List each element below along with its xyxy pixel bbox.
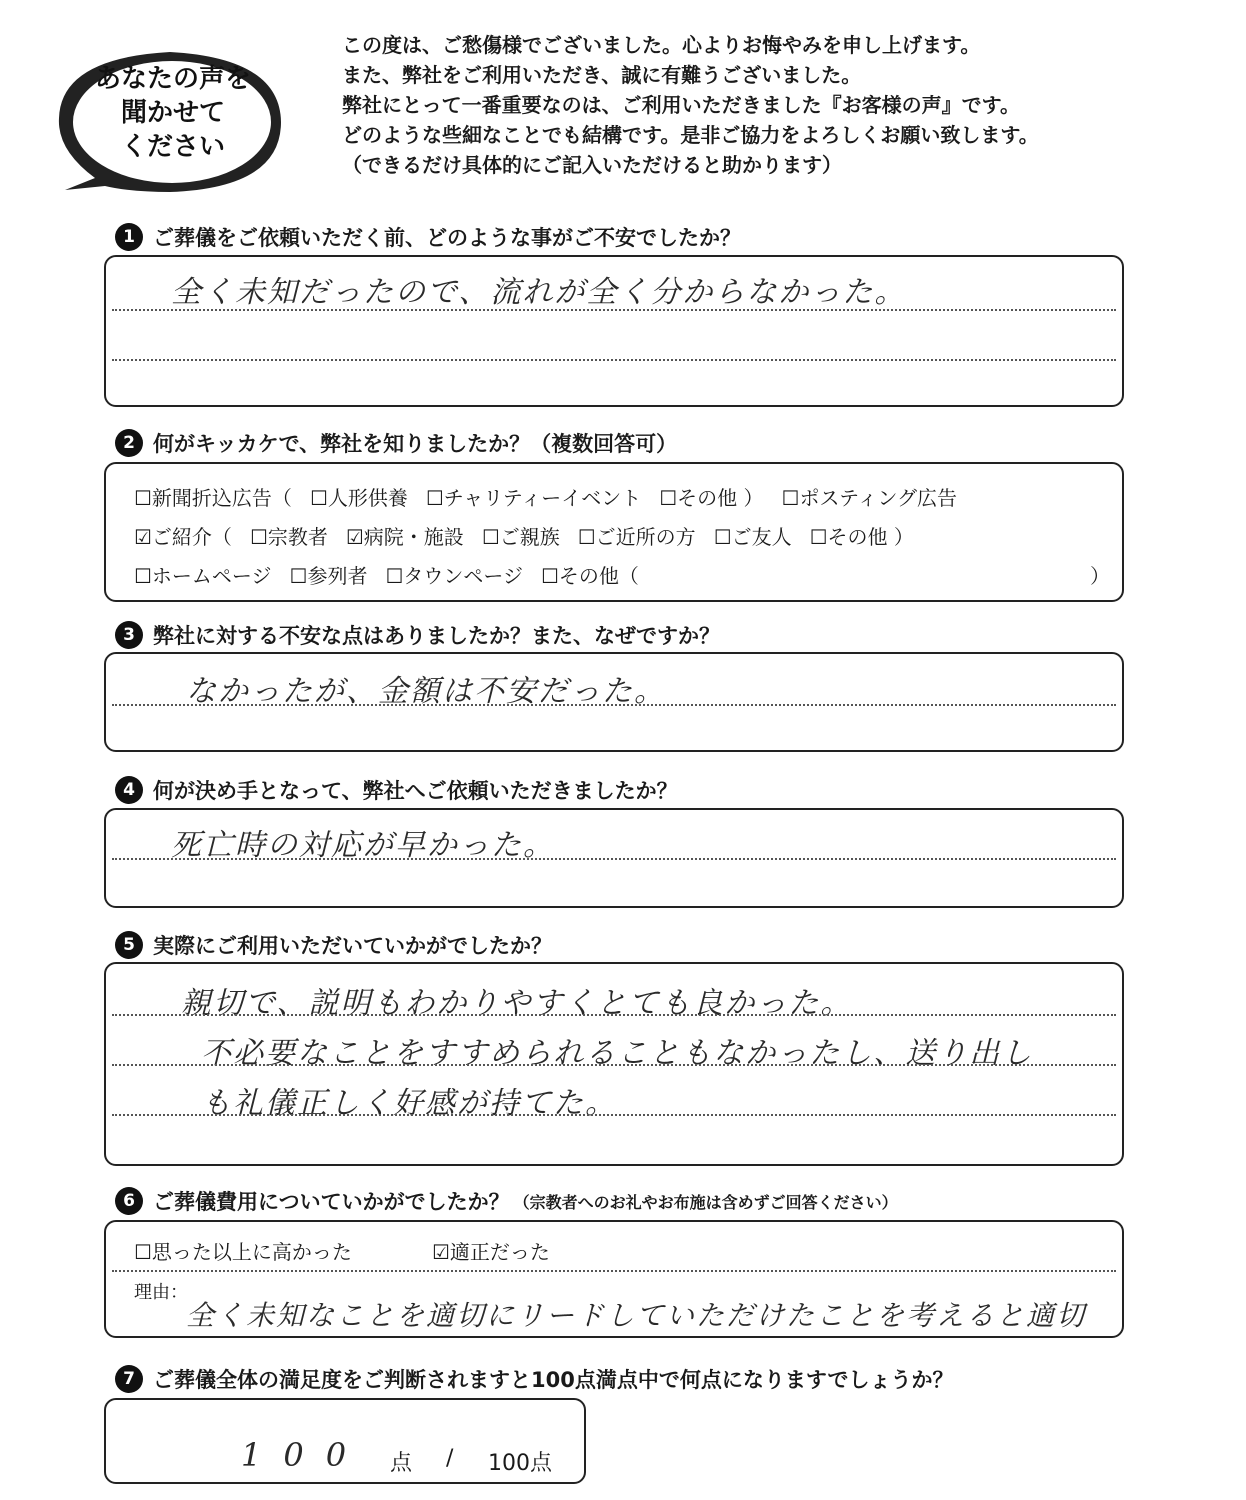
question-text: ご葬儀をご依頼いただく前、どのような事がご不安でしたか？	[153, 226, 741, 250]
speech-bubble-text	[73, 62, 273, 164]
option-checkbox[interactable]: ☐人形供養	[309, 486, 408, 510]
dotted-line	[112, 1114, 1116, 1116]
option-checkbox-expensive[interactable]: ☐思った以上に高かった	[134, 1240, 352, 1264]
option-checkbox[interactable]: ☐新聞折込広告（	[134, 486, 292, 510]
question-text: 実際にご利用いただいていかがでしたか？	[153, 934, 552, 958]
question-number-badge: 7	[115, 1365, 143, 1393]
answer-box-6	[104, 1220, 1124, 1338]
question-number-badge: 5	[115, 931, 143, 959]
option-checkbox[interactable]: ☑ご紹介（	[134, 525, 232, 549]
answer-box-4[interactable]	[104, 808, 1124, 908]
option-checkbox[interactable]: ☐参列者	[289, 564, 368, 588]
option-checkbox[interactable]: ☐その他 ）	[809, 525, 914, 549]
question-text: ご葬儀全体の満足度をご判断されますと100点満点中で何点になりますでしょうか？	[153, 1368, 954, 1392]
score-max: 100点	[488, 1451, 552, 1476]
question-3	[115, 620, 720, 650]
score-unit: 点	[390, 1451, 413, 1476]
intro-line: どのような些細なことでも結構です。是非ご協力をよろしくお願い致します。	[342, 123, 1039, 147]
handwritten-score: 100	[241, 1436, 369, 1474]
option-checkbox[interactable]: ☐ポスティング広告	[781, 486, 958, 510]
handwritten-answer[interactable]: 全く未知なことを適切にリードしていただけたことを考えると適切	[186, 1299, 1087, 1332]
bubble-line: 聞かせて	[120, 98, 225, 128]
question-2	[115, 428, 677, 458]
handwritten-answer: も礼儀正しく好感が持てた。	[201, 1086, 617, 1121]
answer-box-2	[104, 462, 1124, 602]
intro-line: （できるだけ具体的にご記入いただけると助かります）	[342, 153, 842, 177]
question-number-badge: 2	[115, 429, 143, 457]
dotted-line	[112, 1064, 1116, 1066]
option-row-1	[134, 482, 975, 511]
question-note: （宗教者へのお礼やお布施は含めずご回答ください）	[513, 1192, 898, 1212]
question-text: 弊社に対する不安な点はありましたか？また、なぜですか？	[153, 624, 720, 648]
option-checkbox[interactable]: ☐ご友人	[713, 525, 792, 549]
question-number-badge: 1	[115, 223, 143, 251]
handwritten-answer: 死亡時の対応が早かった。	[171, 828, 555, 863]
handwritten-answer: 不必要なことをすすめられることもなかったし、送り出し	[201, 1036, 1034, 1071]
intro-line: この度は、ご愁傷様でございました。心よりお悔やみを申し上げます。	[342, 33, 981, 57]
option-checkbox[interactable]: ☐その他 ）	[659, 486, 764, 510]
question-text: 何が決め手となって、弊社へご依頼いただきましたか？	[153, 779, 678, 803]
option-checkbox[interactable]: ☐タウンページ	[385, 564, 523, 588]
answer-box-3[interactable]	[104, 652, 1124, 752]
answer-box-5[interactable]	[104, 962, 1124, 1166]
dotted-line	[112, 1270, 1116, 1272]
option-row-2	[134, 521, 932, 550]
question-4	[115, 775, 678, 805]
handwritten-answer: 親切で、説明もわかりやすくとても良かった。	[181, 986, 853, 1021]
option-row-3	[134, 560, 657, 589]
question-number-badge: 4	[115, 776, 143, 804]
handwritten-answer: 全く未知だったので、流れが全く分からなかった。	[171, 275, 907, 310]
question-1	[115, 222, 741, 252]
question-6	[115, 1186, 898, 1216]
score-slash: /	[446, 1446, 454, 1471]
question-number-badge: 6	[115, 1187, 143, 1215]
question-text: 何がキッカケで、弊社を知りましたか？（複数回答可）	[153, 432, 678, 456]
option-row-3-close: ）	[1090, 564, 1110, 588]
question-7	[115, 1364, 953, 1394]
option-checkbox-appropriate[interactable]: ☑適正だった	[431, 1240, 550, 1264]
reason-label: 理由：	[134, 1282, 188, 1303]
answer-box-1[interactable]	[104, 255, 1124, 407]
score-box[interactable]	[104, 1398, 586, 1484]
handwritten-answer: なかったが、金額は不安だった。	[186, 674, 666, 709]
dotted-line	[112, 309, 1116, 311]
intro-text	[342, 30, 1222, 180]
option-checkbox[interactable]: ☐ご親族	[481, 525, 560, 549]
question-text: ご葬儀費用についていかがでしたか？	[153, 1190, 510, 1214]
option-checkbox[interactable]: ☐宗教者	[249, 525, 328, 549]
dotted-line	[112, 359, 1116, 361]
dotted-line	[112, 704, 1116, 706]
option-checkbox[interactable]: ☑病院・施設	[345, 525, 464, 549]
question-number-badge: 3	[115, 621, 143, 649]
dotted-line	[112, 858, 1116, 860]
question-5	[115, 930, 552, 960]
option-checkbox[interactable]: ☐ホームページ	[134, 564, 272, 588]
bubble-line: あなたの声を	[94, 64, 251, 94]
intro-line: 弊社にとって一番重要なのは、ご利用いただきました『お客様の声』です。	[342, 93, 1020, 117]
option-checkbox[interactable]: ☐チャリティーイベント	[425, 486, 642, 510]
dotted-line	[112, 1014, 1116, 1016]
option-checkbox[interactable]: ☐ご近所の方	[577, 525, 696, 549]
intro-line: また、弊社をご利用いただき、誠に有難うございました。	[342, 63, 862, 87]
option-checkbox[interactable]: ☐その他（	[541, 564, 639, 588]
bubble-line: ください	[120, 132, 225, 162]
option-row	[134, 1236, 568, 1265]
speech-bubble	[55, 40, 285, 220]
